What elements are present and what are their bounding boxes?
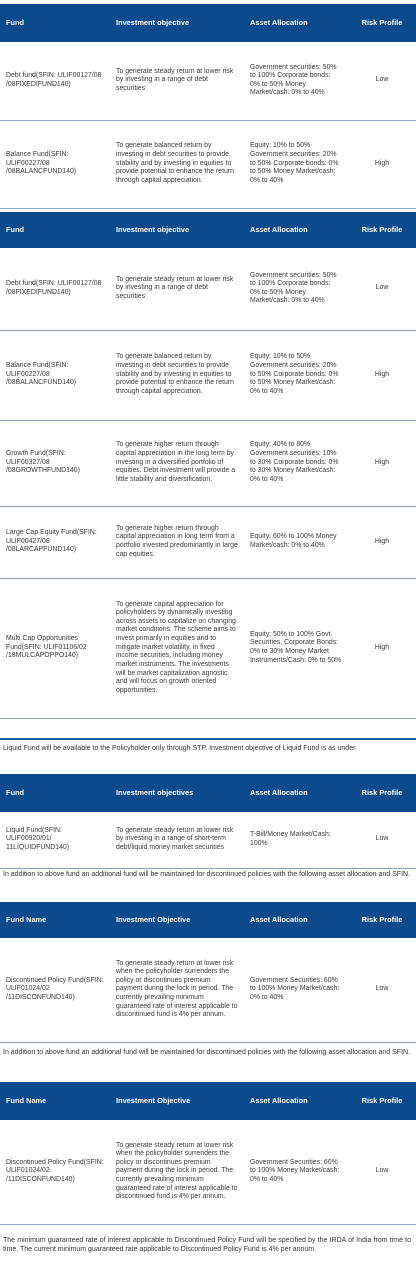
header-fund: Fund Name	[0, 1082, 110, 1120]
header-risk: Risk Profile	[348, 1082, 416, 1120]
fund-allocation: Government securities: 50% to 100% Corporate bonds: 0% to 50% Money Market/cash: 0% to 40%	[244, 42, 348, 120]
table-header-row	[0, 902, 416, 938]
fund-name: Growth Fund(SFIN: ULIF00327/08 /08GROWTHFUND140)	[0, 420, 110, 506]
fund-name: Debt fund(SFIN: ULIF00127/08 /08FIXEDIFUND140)	[0, 248, 110, 330]
header-objective: Investment Objective	[110, 902, 244, 938]
fund-objective: To generate steady return at lower risk by investing in a range of debt securities.	[110, 248, 244, 330]
fund-allocation: Equity: 60% to 100% Money Market/cash: 0% to 40%	[244, 506, 348, 578]
table-row	[0, 330, 416, 420]
header-risk: Risk Profile	[348, 212, 416, 248]
fund-name: Discontinued Policy Fund(SFIN: ULIF01024/02 /11DISCONFUND140)	[0, 938, 110, 1042]
fund-risk: High	[348, 120, 416, 208]
table-row	[0, 1120, 416, 1224]
header-allocation: Asset Allocation	[244, 902, 348, 938]
fund-allocation: Equity: 10% to 50% Government securities: 20% to 50% Corporate bonds: 0% to 50% Money Market/cash: 0% to 40%	[244, 330, 348, 420]
header-fund: Fund Name	[0, 902, 110, 938]
discontinued-fund-note: In addition to above fund an additional fund will be maintained for discontinued policies with the following asset allocation and SFIN.	[3, 871, 411, 878]
table-row	[0, 812, 416, 868]
table-header-row	[0, 774, 416, 812]
fund-allocation: Equity: 50% to 100% Govt. Securities, Corporate Bonds: 0% to 30% Money Market Instruments/Cash: 0% to 50%	[244, 578, 348, 718]
fund-name: Large Cap Equity Fund(SFIN: ULIF00427/08 /08LARCAPFUND140)	[0, 506, 110, 578]
fund-name: Discontinued Policy Fund(SFIN: ULIF01024/02 /11DISCONFUND140)	[0, 1120, 110, 1224]
header-fund: Fund	[0, 774, 110, 812]
fund-objective: To generate higher return through capital appreciation in the long term by investing in a diversified portfolio of equities. Debt investment will provide a little stability and diversification.	[110, 420, 244, 506]
fund-objective: To generate balanced return by investing in debt securities to provide stability and by investing in equities to provide potential to enhance the return through capital appreciation.	[110, 330, 244, 420]
fund-allocation: Government securities: 50% to 100% Corporate bonds: 0% to 50% Money Market/cash: 0% to 40%	[244, 248, 348, 330]
fund-objective: To generate steady return at lower risk by investing in a range of short-term debt/liquid money market securities	[110, 812, 244, 868]
header-fund: Fund	[0, 4, 110, 42]
fund-allocation: Government Securities: 60% to 100% Money Market/cash: 0% to 40%	[244, 938, 348, 1042]
liquid-fund-table	[0, 774, 416, 869]
fund-risk: High	[348, 578, 416, 718]
table-row	[0, 938, 416, 1042]
fund-objective: To generate steady return at lower risk when the policyholder surrenders the policy or discontinues premium payment during the lock in period. The currently prevailing minimum guaranteed rate of interest applicable to discontinued fund is 4% per annum.	[110, 938, 244, 1042]
table-header-row	[0, 1082, 416, 1120]
discontinued-fund-table-1	[0, 902, 416, 1043]
table-row	[0, 42, 416, 120]
table-header-row	[0, 4, 416, 42]
fund-risk: High	[348, 330, 416, 420]
table-header-row	[0, 212, 416, 248]
fund-risk: High	[348, 420, 416, 506]
header-objective: Investment objective	[110, 4, 244, 42]
fund-name: Debt fund(SFIN: ULIF00127/08 /08FIXEDIFUND140)	[0, 42, 110, 120]
header-allocation: Asset Allocation	[244, 774, 348, 812]
table-row	[0, 248, 416, 330]
fund-risk: Low	[348, 938, 416, 1042]
header-allocation: Asset Allocation	[244, 212, 348, 248]
fund-name: Balance Fund(SFIN: ULIF00227/08 /08BALANCFUND140)	[0, 120, 110, 208]
fund-table-1	[0, 4, 416, 209]
fund-name: Balance Fund(SFIN: ULIF00227/08 /08BALANCFUND140)	[0, 330, 110, 420]
fund-allocation: Government Securities: 60% to 100% Money Market/cash: 0% to 40%	[244, 1120, 348, 1224]
fund-objective: To generate capital appreciation for policyholders by dynamically investing across assets to capitalize on changing market conditions. The scheme aims to invest primarily in equities and to mitigate market volatility, in fixed income securities, including money market instruments. The investments will be market capitalization agnostic and will focus on growth oriented opportunities.	[110, 578, 244, 718]
table-row	[0, 578, 416, 718]
fund-objective: To generate higher return through capital appreciation in long term from a portfolio invested predominantly in large cap equities.	[110, 506, 244, 578]
table-row	[0, 420, 416, 506]
fund-risk: Low	[348, 1120, 416, 1224]
header-allocation: Asset Allocation	[244, 4, 348, 42]
header-risk: Risk Profile	[348, 774, 416, 812]
discontinued-fund-table-2	[0, 1082, 416, 1225]
header-risk: Risk Profile	[348, 4, 416, 42]
fund-allocation: T-Bill/Money Market/Cash: 100%	[244, 812, 348, 868]
header-objective: Investment objectives	[110, 774, 244, 812]
fund-risk: Low	[348, 42, 416, 120]
fund-risk: Low	[348, 248, 416, 330]
table-row	[0, 506, 416, 578]
header-fund: Fund	[0, 212, 110, 248]
table-bottom-rule	[0, 738, 416, 740]
fund-name: Multi Cap Opportunities Fund(SFIN: ULIF01106/02 /18MULCAPOPPO140)	[0, 578, 110, 718]
header-objective: Investment Objective	[110, 1082, 244, 1120]
header-risk: Risk Profile	[348, 902, 416, 938]
fund-risk: High	[348, 506, 416, 578]
fund-objective: To generate steady return at lower risk by investing in a range of debt securities.	[110, 42, 244, 120]
fund-objective: To generate balanced return by investing in debt securities to provide stability and by investing in equities to provide potential to enhance the return through capital appreciation.	[110, 120, 244, 208]
fund-allocation: Equity: 10% to 50% Government securities: 20% to 50% Corporate bonds: 0% to 50% Money Market/cash: 0% to 40%	[244, 120, 348, 208]
fund-table-2	[0, 212, 416, 719]
table-row	[0, 120, 416, 208]
discontinued-fund-note-2: In addition to above fund an additional fund will be maintained for discontinued policies with the following asset allocation and SFIN.	[3, 1049, 411, 1056]
fund-risk: Low	[348, 812, 416, 868]
fund-allocation: Equity: 40% to 80% Government securities: 10% to 30% Corporate bonds: 0% to 30% Money Market/cash: 0% to 40%	[244, 420, 348, 506]
fund-name: Liquid Fund(SFIN: ULIF00920/01/ 11LIQUIDFUND140)	[0, 812, 110, 868]
fund-objective: To generate steady return at lower risk when the policyholder surrenders the policy or discontinues premium payment during the lock in period. The currently prevailing minimum guaranteed rate of interest applicable to discontinued fund is 4% per annum.	[110, 1120, 244, 1224]
minimum-rate-note: The minimum guaranteed rate of interest applicable to Discontinued Policy Fund will be specified by the IRDA of India from time to time. The current minimum guaranteed rate applicable to Discontinued Policy Fund is 4% per annum.	[3, 1237, 411, 1254]
liquid-fund-note: Liquid Fund will be available to the Policyholder only through STP. Investment objective of Liquid Fund is as under.	[3, 745, 357, 752]
header-allocation: Asset Allocation	[244, 1082, 348, 1120]
header-objective: Investment objective	[110, 212, 244, 248]
